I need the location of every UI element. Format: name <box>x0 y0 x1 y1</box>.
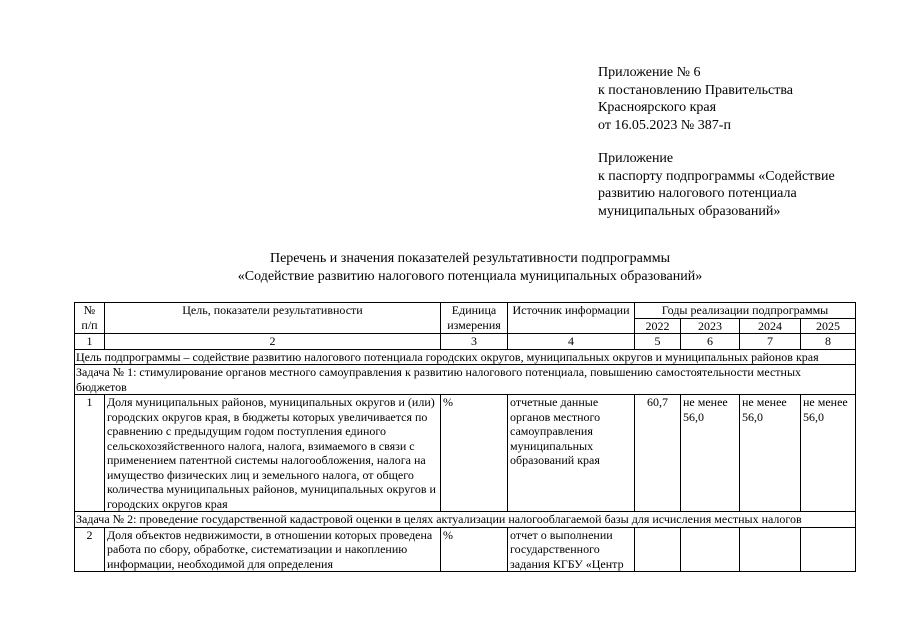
indicator-unit: % <box>441 395 508 512</box>
col-number: 5 <box>635 334 681 350</box>
indicator-source: отчет о выполнении государственного задания КГБУ «Центр <box>508 527 635 572</box>
table-row <box>75 527 856 572</box>
col-number: 8 <box>801 334 856 350</box>
header-unit: Единица измерения <box>441 303 508 334</box>
header-goal: Цель, показатели результативности <box>105 303 441 334</box>
task-2-row <box>75 512 856 528</box>
col-number: 3 <box>441 334 508 350</box>
document-title: Перечень и значения показателей результативности подпрограммы «Содействие развитию налогового потенциала муниципальных образований» <box>237 251 703 284</box>
col-number: 6 <box>681 334 740 350</box>
column-numbers-row <box>75 334 856 350</box>
header-years-group: Годы реализации подпрограммы <box>635 303 856 319</box>
value-2022: 60,7 <box>635 395 681 512</box>
header-year-2024: 2024 <box>740 318 801 334</box>
indicator-unit: % <box>441 527 508 572</box>
header-year-2023: 2023 <box>681 318 740 334</box>
value-2025: не менее 56,0 <box>801 395 856 512</box>
value-2025 <box>801 527 856 572</box>
row-number: 1 <box>75 395 105 512</box>
indicator-source: отчетные данные органов местного самоуправления муниципальных образований края <box>508 395 635 512</box>
table-row <box>75 395 856 512</box>
header-row-1 <box>75 303 856 319</box>
appendix-block-1: Приложение № 6 к постановлению Правительства Красноярского края от 16.05.2023 № 387-п <box>598 65 794 133</box>
col-number: 7 <box>740 334 801 350</box>
col-number: 1 <box>75 334 105 350</box>
col-number: 2 <box>105 334 441 350</box>
appendix-block-2: Приложение к паспорту подпрограммы «Содействие развитию налогового потенциала муниципальных образований» <box>598 151 835 219</box>
indicator-text: Доля муниципальных районов, муниципальных округов и (или) городских округов края, в бюджеты которых увеличивается по сравнению с предыдущим годом поступления единого сельскохозяйственного налога, налога, взимаемого в связи с применением патентной системы налогообложения, налога на имущество физических лиц и земельного налога, от общего количества муниципальных районов, муниципальных округов и городских округов края <box>105 395 441 512</box>
indicators-table <box>74 302 856 572</box>
row-number: 2 <box>75 527 105 572</box>
col-number: 4 <box>508 334 635 350</box>
value-2023: не менее 56,0 <box>681 395 740 512</box>
goal-row <box>75 349 856 365</box>
header-source: Источник информации <box>508 303 635 334</box>
value-2024 <box>740 527 801 572</box>
indicator-text: Доля объектов недвижимости, в отношении которых проведена работа по сбору, обработке, систематизации и накоплению информации, необходимой для определения <box>105 527 441 572</box>
header-year-2022: 2022 <box>635 318 681 334</box>
task-2: Задача № 2: проведение государственной кадастровой оценки в целях актуализации налогооблагаемой базы для исчисления местных налогов <box>75 512 856 528</box>
header-year-2025: 2025 <box>801 318 856 334</box>
task-1: Задача № 1: стимулирование органов местного самоуправления к развитию налогового потенциала, повышению самостоятельности местных бюджетов <box>75 365 856 395</box>
task-1-row <box>75 365 856 395</box>
header-num: № п/п <box>75 303 105 334</box>
subprogram-goal: Цель подпрограммы – содействие развитию налогового потенциала городских округов, муниципальных округов и муниципальных районов края <box>75 349 856 365</box>
value-2022 <box>635 527 681 572</box>
value-2024: не менее 56,0 <box>740 395 801 512</box>
value-2023 <box>681 527 740 572</box>
